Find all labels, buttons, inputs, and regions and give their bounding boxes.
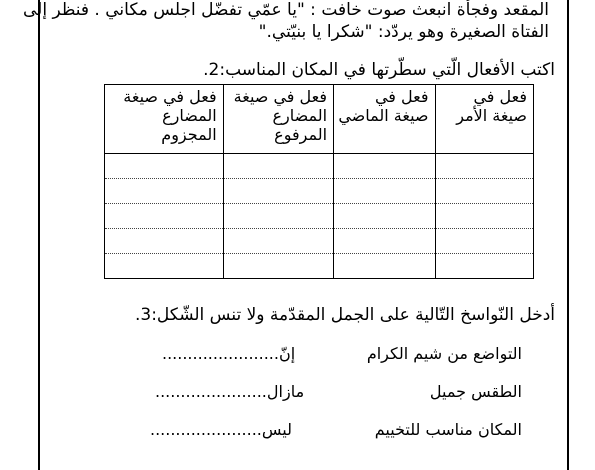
- table-row: [105, 179, 534, 204]
- table-row: [105, 154, 534, 179]
- page-border-left: [38, 0, 40, 470]
- exercise-particle-2: مازال: [266, 382, 305, 401]
- answer-cell[interactable]: [334, 204, 435, 229]
- header-present-indicative: فعل في صيغة المضارع المرفوع: [223, 85, 333, 154]
- exercise-particle-3: ليس: [261, 420, 292, 439]
- answer-cell[interactable]: [105, 229, 224, 254]
- answer-cell[interactable]: [105, 204, 224, 229]
- answer-cell[interactable]: [435, 179, 533, 204]
- answer-cell[interactable]: [435, 154, 533, 179]
- exercise-answer-2[interactable]: [155, 382, 304, 401]
- answer-cell[interactable]: [223, 179, 333, 204]
- answer-cell[interactable]: [334, 179, 435, 204]
- exercise-sentence-2: الطقس جميل: [429, 382, 522, 401]
- question-2: [203, 60, 555, 80]
- answer-cell[interactable]: [223, 254, 333, 279]
- question-3: [135, 305, 555, 325]
- exercise-blank-3[interactable]: ......................: [150, 420, 262, 439]
- answer-cell[interactable]: [223, 154, 333, 179]
- intro-line-1: المقعد وفجأة انبعث صوت خافت : "يا عمّي تفضّل اجلس مكاني . فنظر إلى: [22, 0, 549, 20]
- question-2-number: 2.: [203, 60, 220, 80]
- question-3-text: أدخل النّواسخ التّالية على الجمل المقدّمة ولا تنس الشّكل:: [151, 305, 555, 325]
- header-imperative: فعل في صيغة الأمر: [435, 85, 533, 154]
- answer-cell[interactable]: [105, 154, 224, 179]
- exercise-blank-2[interactable]: ......................: [155, 382, 267, 401]
- answer-cell[interactable]: [334, 154, 435, 179]
- table-row: [105, 229, 534, 254]
- intro-line-2: الفتاة الصغيرة وهو يردّد: "شكرا يا بنيّتي.": [258, 22, 549, 42]
- exercise-blank-1[interactable]: .......................: [162, 344, 279, 363]
- answer-cell[interactable]: [435, 229, 533, 254]
- table-row: [105, 204, 534, 229]
- answer-cell[interactable]: [105, 254, 224, 279]
- answer-cell[interactable]: [105, 179, 224, 204]
- exercise-sentence-1: التواضع من شيم الكرام: [366, 344, 522, 363]
- answer-cell[interactable]: [223, 204, 333, 229]
- answer-cell[interactable]: [334, 229, 435, 254]
- exercise-answer-1[interactable]: [162, 344, 295, 363]
- header-past: فعل في صيغة الماضي: [334, 85, 435, 154]
- question-2-text: اكتب الأفعال الّتي سطّرتها في المكان المناسب:: [219, 60, 555, 80]
- answer-cell[interactable]: [334, 254, 435, 279]
- answer-cell[interactable]: [435, 204, 533, 229]
- table-row: [105, 254, 534, 279]
- answer-cell[interactable]: [435, 254, 533, 279]
- question-3-number: 3.: [134, 305, 152, 325]
- exercise-particle-1: إنّ: [278, 344, 296, 363]
- exercise-answer-3[interactable]: [150, 420, 292, 439]
- answer-cell[interactable]: [223, 229, 333, 254]
- exercise-sentence-3: المكان مناسب للتخييم: [374, 420, 522, 439]
- header-present-jussive: فعل في صيغة المضارع المجزوم: [105, 85, 224, 154]
- verbs-table: [104, 84, 534, 279]
- verbs-table-header: [105, 85, 534, 154]
- page-border-right: [567, 0, 569, 470]
